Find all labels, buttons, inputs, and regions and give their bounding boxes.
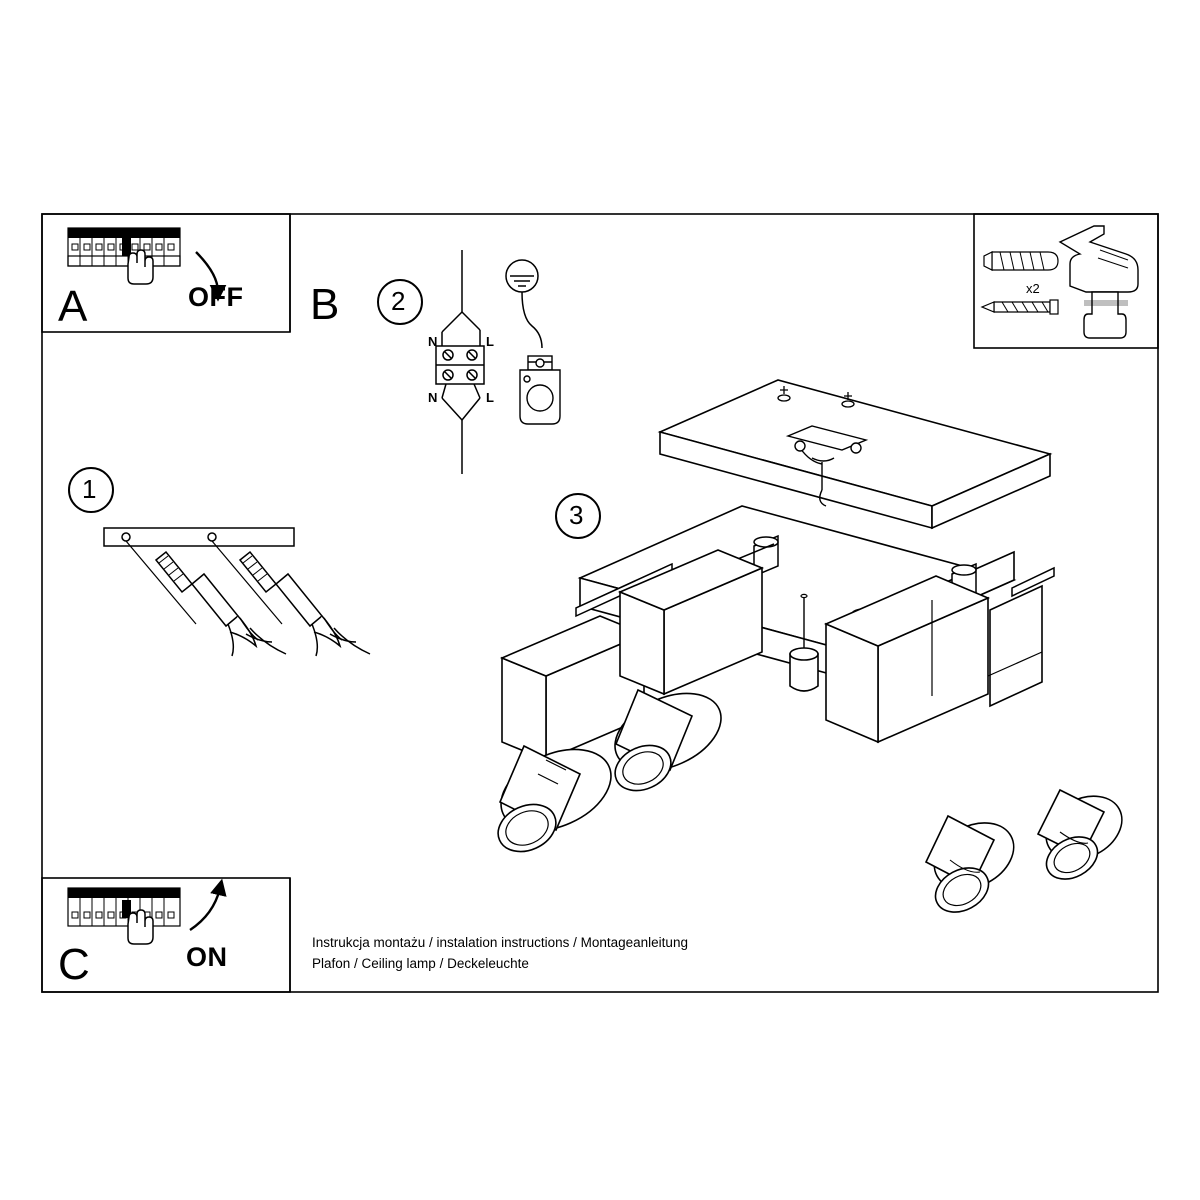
breaker-panel-c-icon xyxy=(68,888,180,944)
terminal-label-n-top: N xyxy=(428,334,438,349)
step-a-state-label: OFF xyxy=(188,282,244,312)
arrow-up-icon xyxy=(190,888,220,930)
breaker-panel-a-icon xyxy=(68,228,180,284)
earth-ground-symbol xyxy=(506,260,542,348)
instruction-title: Instrukcja montażu / instalation instructions / Montageanleitung xyxy=(312,935,688,950)
screw-icon xyxy=(982,300,1058,314)
step-a-letter: A xyxy=(58,282,88,331)
ceiling-lamp-assembly-icon xyxy=(488,380,1133,921)
instruction-subtitle: Plafon / Ceiling lamp / Deckeleuchte xyxy=(312,956,529,971)
lamp-holder-icon xyxy=(520,356,560,424)
step-b-letter: B xyxy=(310,280,340,329)
step-3-number: 3 xyxy=(569,500,584,530)
mounting-bracket-screws-icon xyxy=(104,528,370,656)
terminal-label-l-bottom: L xyxy=(486,390,494,405)
step-1-number: 1 xyxy=(82,474,97,504)
wall-plug-icon xyxy=(984,252,1058,270)
power-drill-icon xyxy=(1060,226,1138,338)
wire-connector-icon xyxy=(436,250,484,474)
tool-quantity-label: x2 xyxy=(1026,281,1040,296)
terminal-label-n-bottom: N xyxy=(428,390,438,405)
step-2-number: 2 xyxy=(391,286,406,316)
step-c-state-label: ON xyxy=(186,942,228,972)
terminal-label-l-top: L xyxy=(486,334,494,349)
step-c-letter: C xyxy=(58,940,90,989)
